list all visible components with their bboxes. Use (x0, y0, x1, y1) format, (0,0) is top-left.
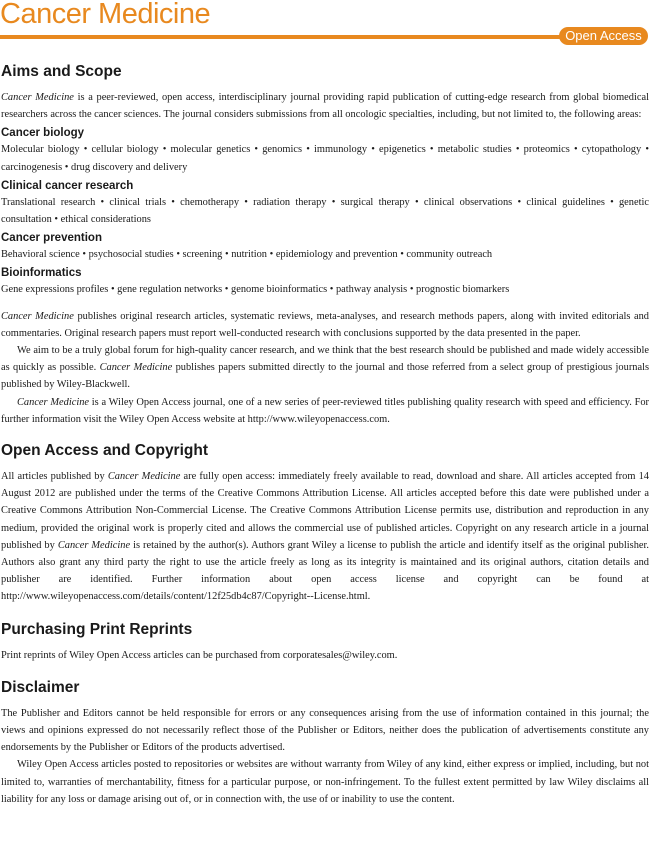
open-access-section (1, 441, 649, 606)
journal-name: Cancer Medicine (17, 396, 90, 408)
journal-name: Cancer Medicine (107, 471, 181, 483)
aims-para-2 (1, 342, 649, 394)
page-content (1, 62, 649, 822)
aims-para-3 (1, 394, 649, 428)
aims-intro-text: is a peer-reviewed, open access, interdisciplinary journal providing rapid publication of cutting-edge research from global biomedical researchers across the cancer sciences. The journal considers submissions from all oncologic specialties, including, but not limited to, the following areas: (1, 92, 649, 121)
aims-para-2-text-b: publishes papers submitted directly to the journal and those referred from a select group of prestigious journals published by Wiley-Blackwell. (1, 362, 650, 391)
aims-intro (1, 89, 649, 123)
open-access-text (1, 468, 649, 606)
journal-name: Cancer Medicine (99, 362, 173, 374)
aims-para-1 (1, 308, 649, 342)
aims-para-3-text: is a Wiley Open Access journal, one of a new series of peer-reviewed titles publishing quality research with speed and efficiency. For further information visit the Wiley Open Access website at http://www.wileyopenaccess.com. (1, 396, 650, 425)
disclaimer-para-2: Wiley Open Access articles posted to repositories or websites are without warranty from Wiley of any kind, either express or implied, including, but not limited to, warranties of merchantability, fitness for a particular purpose, or non-infringement. To the fullest extent permitted by law Wiley disclaims all liability for any loss or damage arising out of, or in connection with, the use of or inability to use the content. (1, 759, 649, 805)
area-topics: Translational research • clinical trials • chemotherapy • radiation therapy • surgical therapy • clinical observations • clinical guidelines • genetic consultation • ethical considerations (1, 196, 649, 226)
area-topics: Molecular biology • cellular biology • molecular genetics • genomics • immunology • epigenetics • metabolic studies • proteomics • cytopathology • carcinogenesis • drug discovery and delivery (1, 144, 649, 173)
area-title: Bioinformatics (1, 267, 82, 280)
area-title: Cancer prevention (1, 232, 102, 245)
reprints-text: Print reprints of Wiley Open Access articles can be purchased from corporatesales@wiley.com. (1, 649, 398, 661)
journal-name: Cancer Medicine (1, 310, 74, 322)
oa-text-a: All articles published by (1, 471, 108, 483)
disclaimer-para-1: The Publisher and Editors cannot be held responsible for errors or any consequences arising from the use of information contained in this journal; the views and opinions expressed do not necessarily reflect those of the Publisher or Editors, neither does the publication of advertisements constitute any endorsements by the Publisher or Editors of the products advertised. (1, 707, 649, 754)
reprints-heading: Purchasing Print Reprints (1, 620, 193, 638)
spacer (1, 299, 649, 308)
disclaimer-heading: Disclaimer (1, 678, 80, 696)
reprints-section (1, 620, 649, 664)
open-access-heading: Open Access and Copyright (1, 442, 208, 460)
area-title: Cancer biology (1, 127, 85, 140)
aims-para-2-text-a: We aim to be a truly global forum for high-quality cancer research, and we think that the best research should be published and made widely accessible as quickly as possible. (1, 345, 649, 374)
oa-text-b: are fully open access: immediately freely available to read, download and share. All articles accepted from 14 August 2012 are published under the terms of the Creative Commons Attribution License. All articles accepted before this date were published under a Creative Commons Attribution Non-Commercial License. The Creative Commons Attribution License permits use, distribution and reproduction in any medium, provided the original work is properly cited and allows the commercial use of published articles. Copyright on any research article in a journal published by (1, 471, 649, 551)
masthead (0, 0, 650, 50)
oa-text-c: is retained by the author(s). Authors grant Wiley a license to publish the article and identify itself as the original publisher. Authors also grant any third party the right to use the article freely as long as its integrity is maintained and its original authors, citation details and publisher are identified. Further information about open access license and copyright can be found at http://www.wileyopenaccess.com/details/content/12f25db4c87/Copyright--License.html. (1, 539, 649, 603)
aims-heading: Aims and Scope (1, 63, 122, 80)
disclaimer-section (1, 678, 649, 808)
area-topics: Behavioral science • psychosocial studies • screening • nutrition • epidemiology and prevention • community outreach (1, 249, 493, 261)
journal-name: Cancer Medicine (1, 92, 74, 103)
aims-para-1-text: publishes original research articles, systematic reviews, meta-analyses, and research methods papers, along with invited editorials and commentaries. Original research papers must report well-conducted research with conclusions supported by the data presented in the paper. (1, 310, 649, 339)
area-topics: Gene expressions profiles • gene regulation networks • genome bioinformatics • pathway analysis • prognostic biomarkers (1, 284, 510, 296)
area-title: Clinical cancer research (1, 179, 134, 192)
open-access-badge: Open Access (559, 27, 648, 45)
journal-name: Cancer Medicine (57, 539, 131, 551)
journal-title: Cancer Medicine (0, 0, 211, 30)
header-rule (0, 35, 560, 39)
aims-section (1, 62, 649, 428)
